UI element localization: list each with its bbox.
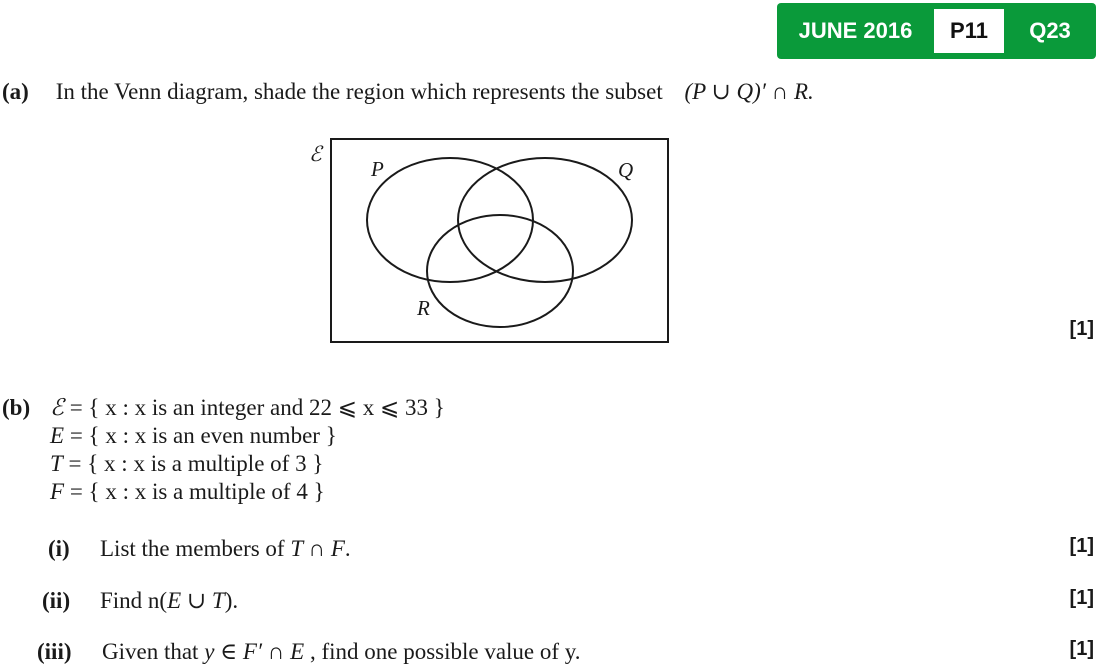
subpart-iii-text: Given that bbox=[102, 639, 205, 664]
subpart-ii-tail: ). bbox=[224, 588, 239, 613]
definition-universal bbox=[50, 394, 445, 422]
subpart-iii-mark: [1] bbox=[1069, 638, 1094, 660]
set-q-circle[interactable] bbox=[458, 158, 632, 282]
subpart-ii-expression: E ∪ T bbox=[167, 588, 225, 613]
part-a-question bbox=[2, 78, 814, 106]
subpart-i-expression: T ∩ F bbox=[290, 536, 345, 561]
subpart-iii-tail: , find one possible value of y. bbox=[304, 639, 581, 664]
subpart-i-label: (i) bbox=[48, 536, 70, 561]
definition-text: = { x : x is a multiple of 3 } bbox=[62, 451, 324, 476]
definition-text: = { x : x is an integer and 22 ⩽ x ⩽ 33 } bbox=[63, 395, 445, 420]
part-a-text: In the Venn diagram, shade the region which represents the subset bbox=[55, 79, 663, 104]
venn-diagram[interactable] bbox=[300, 133, 680, 348]
definition-symbol: F bbox=[50, 479, 65, 504]
subpart-ii-label: (ii) bbox=[42, 588, 71, 613]
definition-text: = { x : x is an even number } bbox=[64, 423, 337, 448]
definition-f bbox=[50, 478, 325, 506]
part-b-label-line bbox=[2, 394, 30, 422]
subpart-i-text: List the members of bbox=[100, 536, 291, 561]
definition-e bbox=[50, 422, 337, 450]
subpart-iii bbox=[37, 638, 581, 666]
set-p-circle[interactable] bbox=[367, 158, 533, 282]
subpart-iii-label: (iii) bbox=[37, 639, 72, 664]
paper-number: P11 bbox=[934, 9, 1004, 53]
definition-symbol: T bbox=[50, 451, 63, 476]
part-a-label: (a) bbox=[2, 79, 29, 104]
subpart-ii-text: Find n( bbox=[100, 588, 168, 613]
subpart-ii-mark: [1] bbox=[1069, 587, 1094, 609]
question-badge bbox=[777, 3, 1096, 59]
set-r-label: R bbox=[417, 296, 430, 320]
subpart-i-mark: [1] bbox=[1069, 535, 1094, 557]
universal-set-label: ℰ bbox=[309, 142, 322, 166]
definition-t bbox=[50, 450, 323, 478]
subpart-i bbox=[48, 535, 351, 563]
question-number: Q23 bbox=[1029, 18, 1071, 43]
definition-symbol: ℰ bbox=[50, 395, 64, 420]
subpart-ii bbox=[42, 587, 238, 615]
subpart-i-tail: . bbox=[344, 536, 351, 561]
part-b-label: (b) bbox=[2, 395, 31, 420]
part-a-expression: (P ∪ Q)′ ∩ R. bbox=[684, 79, 814, 104]
set-q-label: Q bbox=[618, 158, 634, 182]
definition-text: = { x : x is a multiple of 4 } bbox=[64, 479, 325, 504]
definition-symbol: E bbox=[50, 423, 65, 448]
subpart-iii-expression: y ∈ F′ ∩ E bbox=[204, 639, 305, 664]
part-a-mark: [1] bbox=[1069, 318, 1094, 340]
set-r-circle[interactable] bbox=[427, 215, 573, 327]
set-p-label: P bbox=[371, 157, 384, 181]
exam-date: JUNE 2016 bbox=[798, 18, 913, 43]
